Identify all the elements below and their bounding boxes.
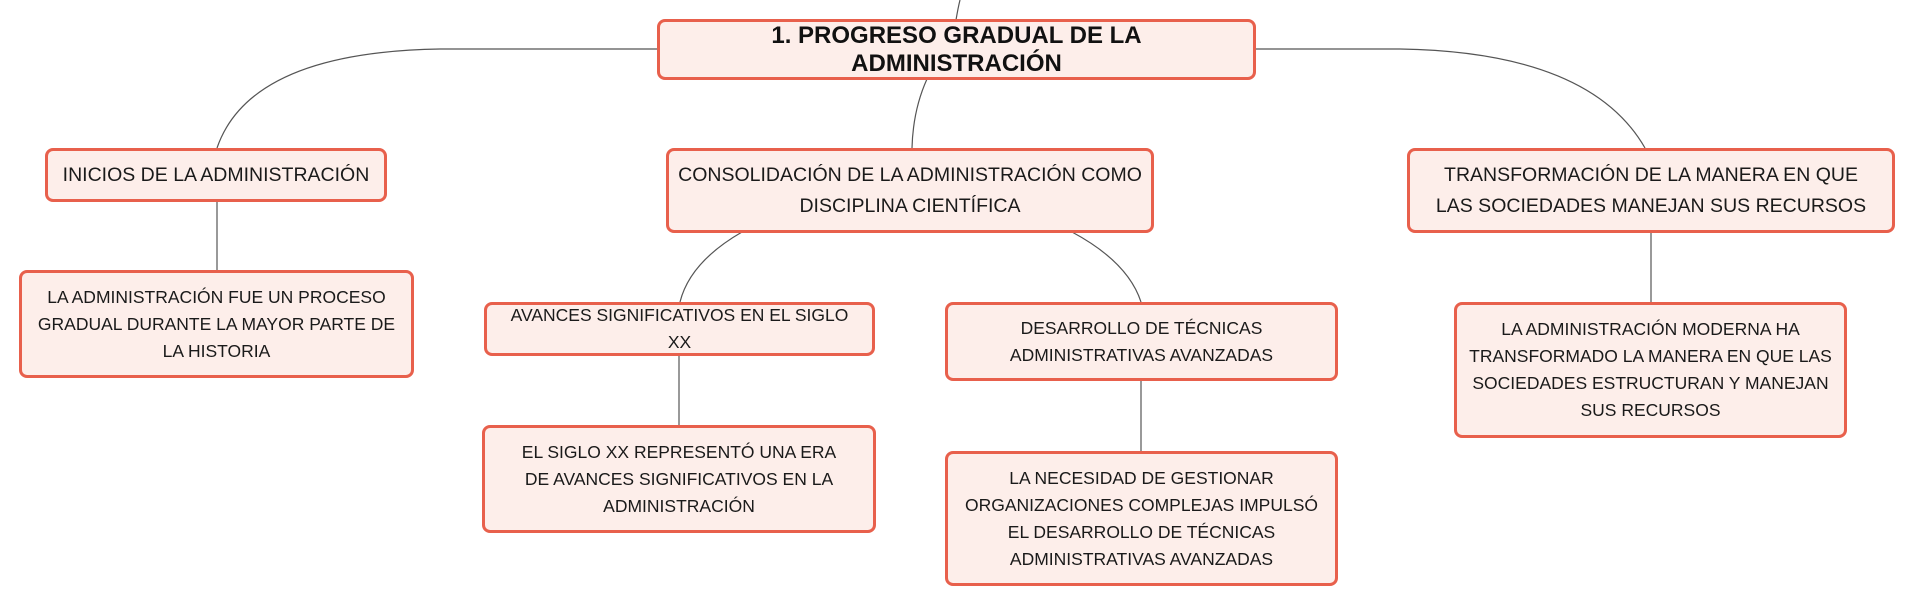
topic-consolidacion-node[interactable] [666, 148, 1154, 233]
connector-root-to-transformacion [1255, 49, 1645, 148]
subtopic-avances-label: AVANCES SIGNIFICATIVOS EN EL SIGLO XX [510, 305, 849, 352]
connector-parent-to-root [956, 0, 960, 20]
connector-root-to-inicios [217, 49, 660, 148]
subtopic-avances-node[interactable] [484, 302, 875, 356]
connector-consolidacion-to-avances [680, 232, 742, 302]
subtopic-inicios-detail-label: LA ADMINISTRACIÓN FUE UN PROCESO GRADUAL DURANTE LA MAYOR PARTE DE LA HISTORIA [37, 286, 396, 361]
connector-root-to-consolidacion [912, 79, 927, 148]
subtopic-desarrollo-node[interactable] [945, 302, 1338, 381]
subtopic-desarrollo-detail-label: LA NECESIDAD DE GESTIONAR ORGANIZACIONES COMPLEJAS IMPULSÓ EL DESARROLLO DE TÉCNICAS ADMINISTRATIVAS AVANZADAS [965, 467, 1318, 569]
topic-transformacion-node[interactable] [1407, 148, 1895, 233]
subtopic-desarrollo-detail-node[interactable] [945, 451, 1338, 586]
subtopic-transformacion-detail-node[interactable] [1454, 302, 1847, 438]
topic-inicios-node[interactable] [45, 148, 387, 202]
subtopic-avances-detail-label: EL SIGLO XX REPRESENTÓ UNA ERA DE AVANCES SIGNIFICATIVOS EN LA ADMINISTRACIÓN [521, 441, 837, 516]
subtopic-inicios-detail-node[interactable] [19, 270, 414, 378]
topic-transformacion-label: TRANSFORMACIÓN DE LA MANERA EN QUE LAS SOCIEDADES MANEJAN SUS RECURSOS [1435, 163, 1867, 217]
subtopic-desarrollo-label: DESARROLLO DE TÉCNICAS ADMINISTRATIVAS AVANZADAS [1009, 317, 1274, 365]
root-topic-label: 1. PROGRESO GRADUAL DE LA ADMINISTRACIÓN [771, 21, 1142, 77]
subtopic-transformacion-detail-label: LA ADMINISTRACIÓN MODERNA HA TRANSFORMADO LA MANERA EN QUE LAS SOCIEDADES ESTRUCTURAN Y MANEJAN SUS RECURSOS [1469, 319, 1832, 420]
root-topic-node[interactable] [657, 19, 1256, 80]
subtopic-avances-detail-node[interactable] [482, 425, 876, 533]
topic-consolidacion-label: CONSOLIDACIÓN DE LA ADMINISTRACIÓN COMO DISCIPLINA CIENTÍFICA [678, 163, 1142, 217]
topic-inicios-label: INICIOS DE LA ADMINISTRACIÓN [62, 163, 370, 186]
connector-consolidacion-to-desarrollo [1072, 232, 1141, 302]
